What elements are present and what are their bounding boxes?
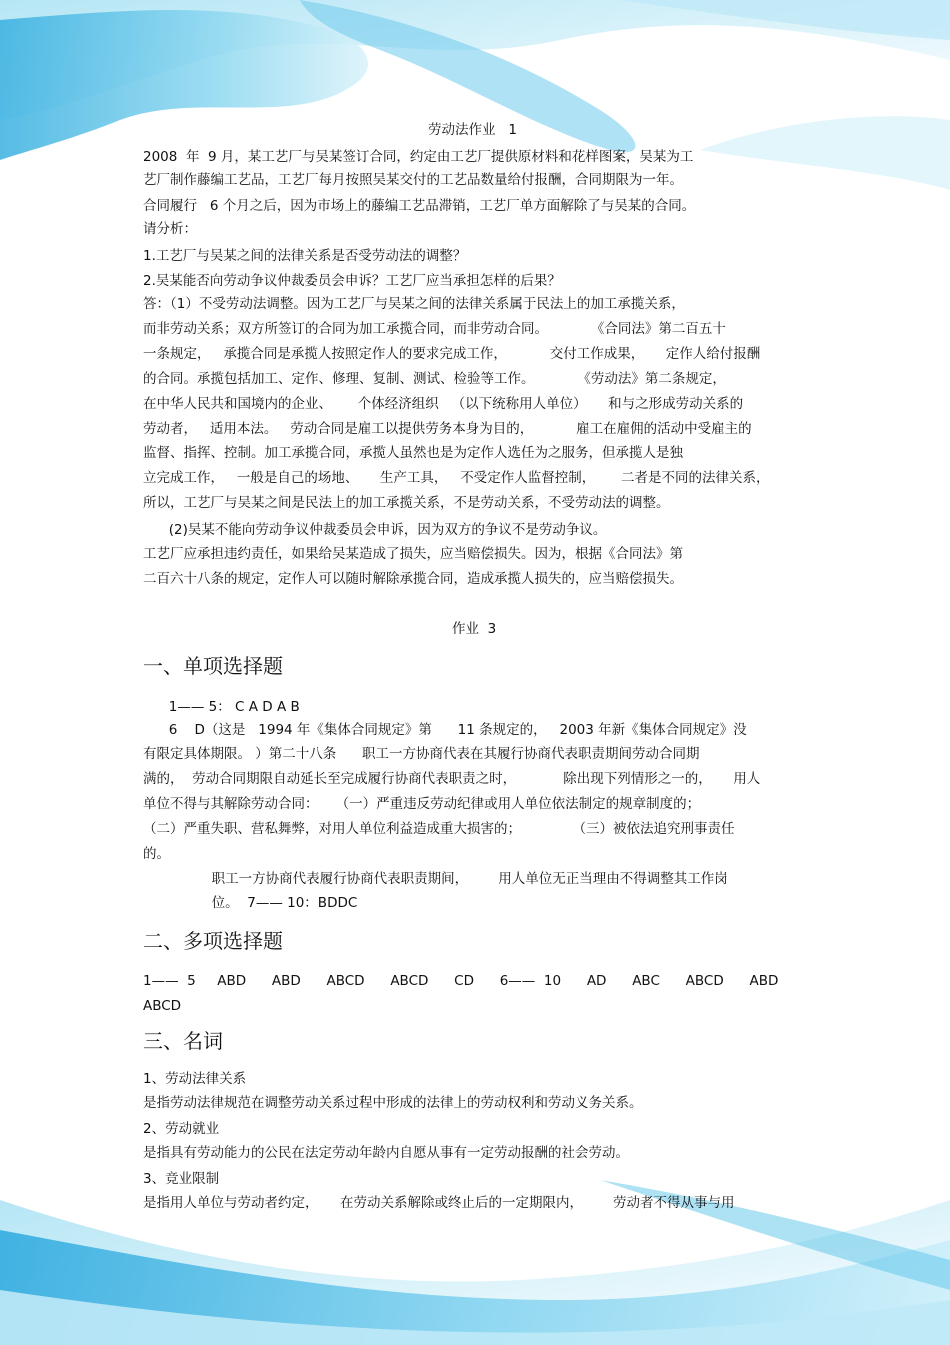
doc1-line: 一条规定， 承揽合同是承揽人按照定作人的要求完成工作， 交付工作成果， 定作人给付报酬 — [143, 346, 761, 362]
section1-line: 单位不得与其解除劳动合同： （一）严重违反劳动纪律或用人单位依法制定的规章制度的； — [143, 796, 701, 812]
section1-line: （二）严重失职、营私舞弊，对用人单位利益造成重大损害的； （三）被依法追究刑事责任 — [143, 821, 735, 837]
doc1-line: 监督、指挥、控制。加工承揽合同，承揽人虽然也是为定作人选任为之服务，但承揽人是独 — [143, 445, 683, 461]
doc1-title: 劳动法作业 1 — [428, 122, 517, 138]
doc1-line: 2008 年 9 月，某工艺厂与吴某签订合同，约定由工艺厂提供原材料和花样图案，吴某为工 — [143, 149, 694, 165]
section3-line: 是指具有劳动能力的公民在法定劳动年龄内自愿从事有一定劳动报酬的社会劳动。 — [143, 1145, 629, 1161]
section3-line: 是指用人单位与劳动者约定， 在劳动关系解除或终止后的一定期限内， 劳动者不得从事与用 — [143, 1195, 735, 1211]
section-heading-single-choice: 一、单项选择题 — [143, 654, 283, 678]
section1-line: 职工一方协商代表履行协商代表职责期间， 用人单位无正当理由不得调整其工作岗 — [143, 871, 728, 887]
doc1-line: 在中华人民共和国境内的企业、 个体经济组织 （以下统称用人单位） 和与之形成劳动关系的 — [143, 396, 744, 412]
section2-line: ABCD — [143, 998, 182, 1014]
section3-line: 是指劳动法律规范在调整劳动关系过程中形成的法律上的劳动权利和劳动义务关系。 — [143, 1095, 643, 1111]
section1-line: 1—— 5： C A D A B — [143, 699, 300, 715]
section1-line: 满的， 劳动合同期限自动延长至完成履行协商代表职责之时， 除出现下列情形之一的， 用人 — [143, 771, 761, 787]
doc1-line: 劳动者， 适用本法。 劳动合同是雇工以提供劳务本身为目的， 雇工在雇佣的活动中受雇主的 — [143, 421, 752, 437]
doc1-line: 二百六十八条的规定，定作人可以随时解除承揽合同，造成承揽人损失的，应当赔偿损失。 — [143, 571, 683, 587]
doc1-line: 工艺厂应承担违约责任，如果给吴某造成了损失，应当赔偿损失。因为，根据《合同法》第 — [143, 546, 683, 562]
section3-line: 1、劳动法律关系 — [143, 1071, 247, 1087]
section-heading-multiple-choice: 二、多项选择题 — [143, 929, 283, 953]
doc1-line: 合同履行 6 个月之后，因为市场上的藤编工艺品滞销，工艺厂单方面解除了与吴某的合同。 — [143, 198, 696, 214]
doc1-line: 请分析： — [143, 221, 197, 237]
doc1-line: 的合同。承揽包括加工、定作、修理、复制、测试、检验等工作。 《劳动法》第二条规定， — [143, 371, 726, 387]
doc1-line: 艺厂制作藤编工艺品，工艺厂每月按照吴某交付的工艺品数量给付报酬，合同期限为一年。 — [143, 172, 683, 188]
section3-line: 2、劳动就业 — [143, 1121, 220, 1137]
doc1-line: 立完成工作， 一般是自己的场地、 生产工具， 不受定作人监督控制， 二者是不同的法律关系， — [143, 470, 770, 486]
section1-line: 有限定具体期限。 ）第二十八条 职工一方协商代表在其履行协商代表职责期间劳动合同期 — [143, 746, 700, 762]
doc3-title: 作业 3 — [452, 621, 497, 637]
doc1-line: 2.吴某能否向劳动争议仲裁委员会申诉？工艺厂应当承担怎样的后果？ — [143, 273, 561, 289]
section1-line: 的。 — [143, 846, 170, 862]
doc1-line: 而非劳动关系；双方所签订的合同为加工承揽合同，而非劳动合同。 《合同法》第二百五十 — [143, 321, 726, 337]
section1-line: 6 D（这是 1994 年《集体合同规定》第 11 条规定的， 2003 年新《集体合同规定》没 — [143, 722, 747, 738]
section2-line: 1—— 5 ABD ABD ABCD ABCD CD 6—— 10 AD ABC ABCD ABD — [143, 973, 779, 989]
doc1-line: (2)吴某不能向劳动争议仲裁委员会申诉，因为双方的争议不是劳动争议。 — [143, 522, 607, 538]
doc1-line: 所以，工艺厂与吴某之间是民法上的加工承揽关系，不是劳动关系，不受劳动法的调整。 — [143, 495, 670, 511]
section1-line: 位。 7—— 10：BDDC — [143, 895, 358, 911]
section3-line: 3、竞业限制 — [143, 1171, 220, 1187]
section-heading-terms: 三、名词 — [143, 1029, 223, 1053]
doc1-line: 1.工艺厂与吴某之间的法律关系是否受劳动法的调整？ — [143, 248, 467, 264]
doc1-line: 答：（1）不受劳动法调整。因为工艺厂与吴某之间的法律关系属于民法上的加工承揽关系， — [143, 296, 685, 312]
